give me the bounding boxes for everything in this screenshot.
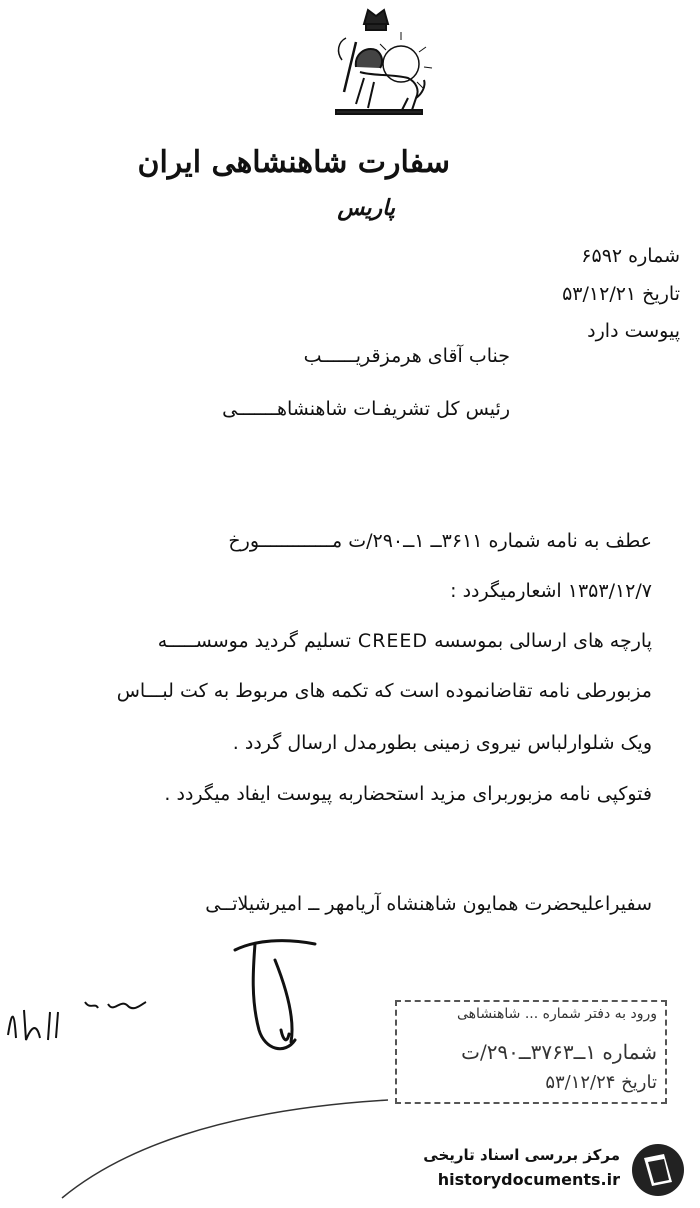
attachment-note: پیوست دارد	[587, 320, 680, 342]
recipient-title: رئیس کل تشریفـات شاهنشاهـــــــی	[222, 398, 510, 420]
stamp-number: شماره ۱ــ۳۷۶۳ــ۲۹۰/ت	[461, 1040, 657, 1064]
body-line: فتوکپی نامه مزبوربرای مزید استحضاربه پیوست ایفاد میگردد .	[164, 783, 652, 805]
stamp-heading: ورود به دفتر شماره ... شاهنشاهی	[457, 1006, 657, 1022]
lion-and-sun-emblem	[316, 2, 436, 127]
recipient-name: جناب آقای هرمزقریــــــب	[303, 345, 510, 367]
body-line: مزبورطی نامه تقاضانموده است که تکمه های مربوط به کت لبـــاس	[116, 680, 652, 702]
pen-stroke	[60, 1080, 390, 1200]
archive-watermark	[390, 1140, 690, 1200]
body-line: ویک شلوارلباس نیروی زمینی بطورمدل ارسال گردد .	[232, 732, 652, 754]
body-line: پارچه های ارسالی بموسسه CREED تسلیم گردید موسســـــه	[157, 630, 652, 652]
stamp-date: تاریخ ۵۳/۱۲/۲۴	[545, 1072, 657, 1093]
city-header: پاریس	[337, 195, 395, 221]
archive-name: مرکز بررسی اسناد تاریخی	[423, 1146, 620, 1164]
letter-date: تاریخ ۵۳/۱۲/۲۱	[562, 283, 680, 305]
letter-number: شماره ۶۵۹۲	[581, 245, 680, 267]
body-line: ۱۳۵۳/۱۲/۷ اشعارمیگردد :	[450, 580, 652, 602]
archive-logo-icon	[630, 1142, 686, 1198]
signatory-line: سفیراعلیحضرت همایون شاهنشاه آریامهر ــ امیرشیلاتــی	[205, 893, 652, 915]
body-line: عطف به نامه شماره ۳۶۱۱ــ ۱ــ۲۹۰/ت مـــــــــــــورخ	[228, 530, 652, 552]
archive-url[interactable]: historydocuments.ir	[437, 1170, 620, 1189]
embassy-header: سفارت شاهنشاهی ایران	[137, 145, 450, 180]
margin-handwriting	[0, 990, 150, 1050]
registry-stamp	[395, 1000, 667, 1104]
handwritten-signature	[225, 930, 335, 1060]
